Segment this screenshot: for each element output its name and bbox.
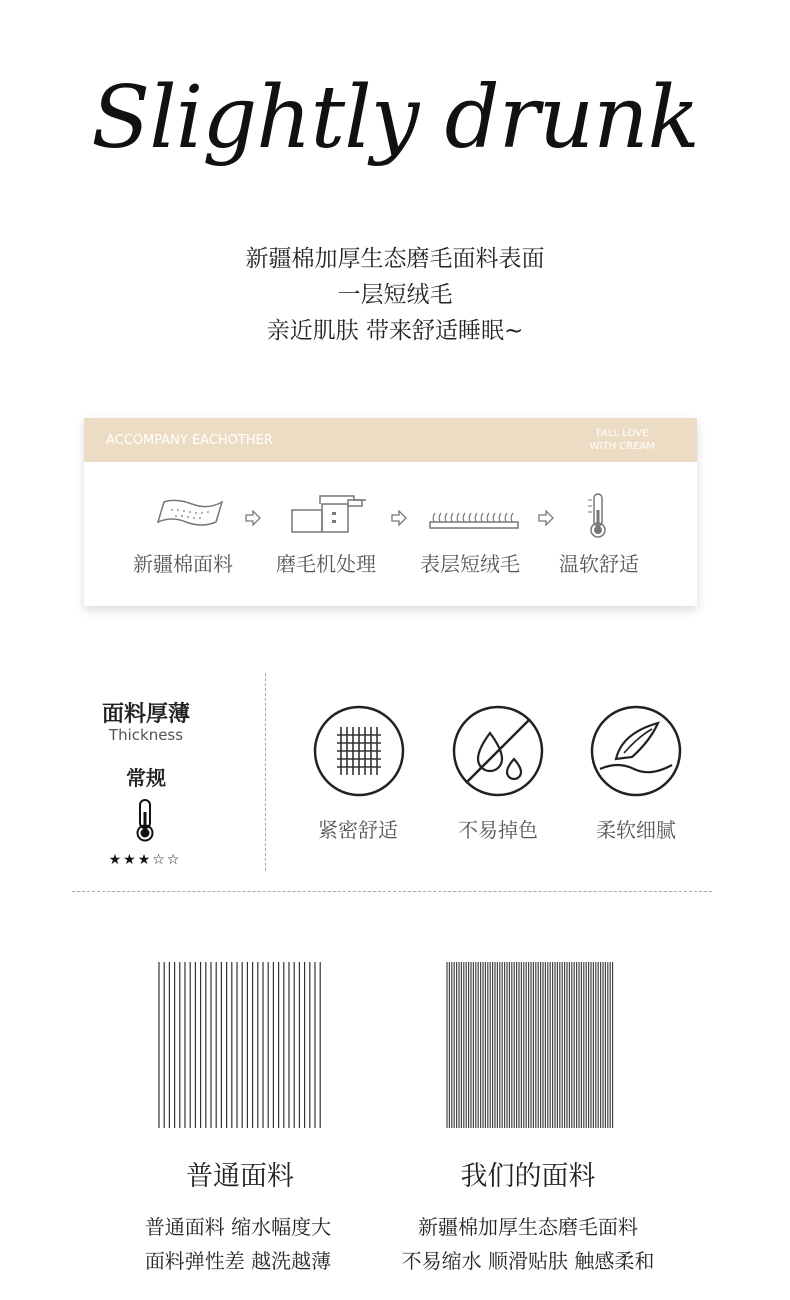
soft-feather-icon <box>588 703 684 799</box>
feature-label-2: 不易掉色 <box>458 818 538 842</box>
thickness-subtitle: Thickness <box>108 726 184 744</box>
header-right-text <box>590 427 655 453</box>
header-left-text: ACCOMPANY EACHOTHER <box>106 433 273 448</box>
arrow-right-icon <box>390 510 408 526</box>
feature-label-3: 柔软细腻 <box>596 818 676 842</box>
header-right-line-2: WITH CREAM <box>589 441 655 452</box>
header-right-line-1: FALL LOVE <box>596 428 649 439</box>
our-fabric-lines-illustration <box>446 962 614 1128</box>
brand-title: Slightly drunk <box>91 68 699 168</box>
dense-weave-icon <box>311 703 407 799</box>
intro-line-2: 一层短绒毛 <box>337 282 453 308</box>
comparison-ours-line-1: 新疆棉加厚生态磨毛面料 <box>418 1215 638 1239</box>
fabric-sheet-icon <box>156 496 226 530</box>
horizontal-divider <box>72 891 712 892</box>
comparison-ours-line-2: 不易缩水 顺滑贴肤 触感柔和 <box>401 1249 655 1273</box>
process-card <box>84 418 697 606</box>
no-fade-drops-icon <box>450 703 546 799</box>
brushing-machine-icon <box>290 490 370 536</box>
feature-label-1: 紧密舒适 <box>318 818 398 842</box>
comparison-title-ours: 我们的面料 <box>460 1161 596 1192</box>
arrow-right-icon <box>537 510 555 526</box>
thermometer-icon <box>584 490 612 540</box>
regular-fabric-lines-illustration <box>158 962 322 1128</box>
intro-line-3: 亲近肌肤 带来舒适睡眠~ <box>266 318 524 344</box>
thickness-rating-stars: ★★★☆☆ <box>108 852 182 868</box>
vertical-divider <box>265 673 266 871</box>
thermometer-icon <box>132 798 158 842</box>
short-fluff-icon <box>428 508 520 532</box>
thickness-value: 常规 <box>126 766 166 790</box>
step-label-1: 新疆棉面料 <box>133 552 233 576</box>
step-label-2: 磨毛机处理 <box>276 552 376 576</box>
comparison-title-regular: 普通面料 <box>186 1161 294 1192</box>
step-label-4: 温软舒适 <box>559 552 639 576</box>
arrow-right-icon <box>244 510 262 526</box>
intro-line-1: 新疆棉加厚生态磨毛面料表面 <box>245 246 545 272</box>
step-label-3: 表层短绒毛 <box>420 552 520 576</box>
comparison-regular-line-2: 面料弹性差 越洗越薄 <box>144 1249 332 1273</box>
comparison-regular-line-1: 普通面料 缩水幅度大 <box>144 1215 332 1239</box>
thickness-title: 面料厚薄 <box>101 702 190 727</box>
process-card-header <box>84 418 697 462</box>
